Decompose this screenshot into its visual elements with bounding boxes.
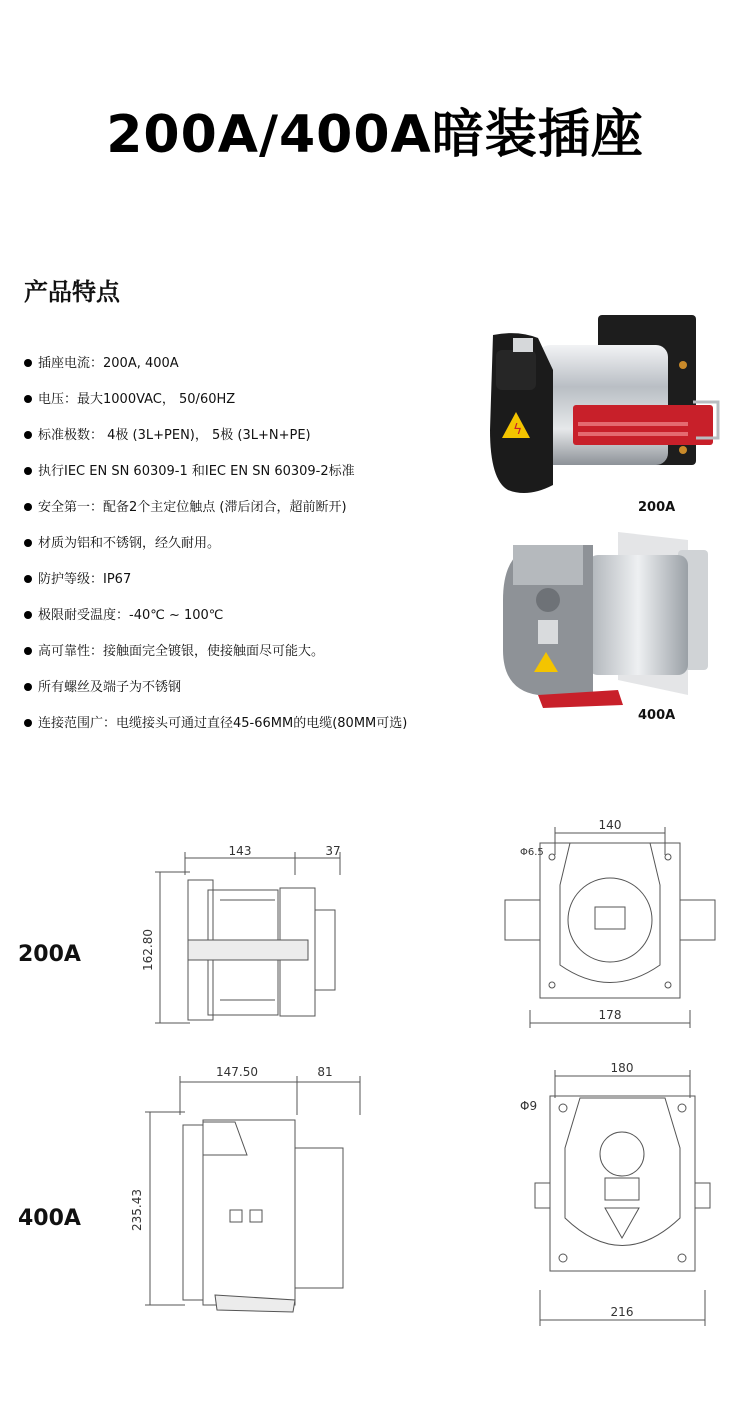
bullet-icon (24, 683, 32, 691)
drawing-200a-label: 200A (18, 942, 81, 967)
bullet-icon (24, 611, 32, 619)
dim-400a-width1: 147.50 (216, 1065, 258, 1079)
drawing-200a-front (500, 815, 720, 1030)
drawing-400a-label: 400A (18, 1206, 81, 1231)
dim-400a-width2: 81 (317, 1065, 333, 1079)
dim-400a-hole: Φ9 (520, 1099, 538, 1113)
feature-item: 极限耐受温度：-40℃ ~ 100℃ (24, 604, 407, 640)
features-list (24, 352, 407, 748)
features-heading: 产品特点 (24, 278, 120, 306)
product-200a-label: 200A (638, 500, 676, 515)
bullet-icon (24, 539, 32, 547)
bullet-icon (24, 431, 32, 439)
feature-item: 电压：最大1000VAC， 50/60HZ (24, 388, 407, 424)
product-400a-image (498, 530, 716, 710)
bullet-icon (24, 575, 32, 583)
drawing-400a-front (505, 1058, 720, 1333)
bullet-icon (24, 503, 32, 511)
product-200a-image (478, 310, 723, 500)
dim-200a-front-top: 140 (598, 818, 622, 832)
feature-item: 连接范围广：电缆接头可通过直径45-66MM的电缆(80MM可选) (24, 712, 407, 748)
feature-item: 安全第一：配备2个主定位触点 (滞后闭合，超前断开) (24, 496, 407, 532)
dim-400a-front-bottom: 216 (610, 1305, 634, 1319)
dim-200a-width2: 37 (325, 844, 341, 858)
feature-item: 防护等级：IP67 (24, 568, 407, 604)
feature-item: 标准极数： 4极 (3L+PEN)， 5极 (3L+N+PE) (24, 424, 407, 460)
page-title: 200A/400A暗装插座 (106, 105, 644, 165)
dim-200a-front-bottom: 178 (598, 1008, 622, 1022)
feature-item: 高可靠性：接触面完全镀银，使接触面尽可能大。 (24, 640, 407, 676)
dim-200a-height: 162.80 (141, 929, 155, 971)
feature-item: 所有螺丝及端子为不锈钢 (24, 676, 407, 712)
feature-item: 执行IEC EN SN 60309-1 和IEC EN SN 60309-2标准 (24, 460, 407, 496)
dim-400a-front-top: 180 (610, 1061, 634, 1075)
product-400a-label: 400A (638, 708, 676, 723)
dim-200a-width1: 143 (228, 844, 252, 858)
bullet-icon (24, 719, 32, 727)
feature-item: 插座电流：200A, 400A (24, 352, 407, 388)
dim-400a-height: 235.43 (130, 1189, 144, 1231)
dim-200a-hole: Φ6.5 (520, 847, 544, 858)
bullet-icon (24, 647, 32, 655)
bullet-icon (24, 359, 32, 367)
bullet-icon (24, 395, 32, 403)
svg-text:ϟ: ϟ (513, 422, 523, 438)
drawing-200a-side (130, 840, 360, 1030)
drawing-400a-side (125, 1060, 370, 1315)
bullet-icon (24, 467, 32, 475)
feature-item: 材质为铝和不锈钢，经久耐用。 (24, 532, 407, 568)
